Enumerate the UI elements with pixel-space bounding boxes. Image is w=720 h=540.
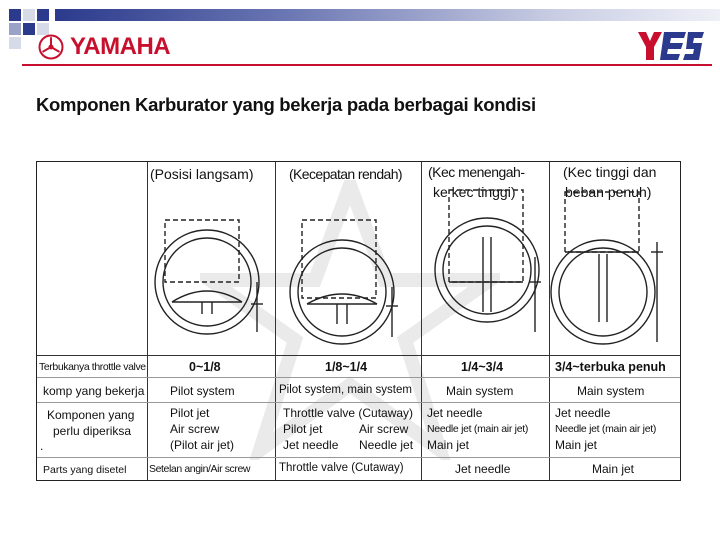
throttle-value: 1/4~3/4 [461, 360, 504, 374]
komp-value: Pilot system [170, 384, 235, 398]
row-label-dot: . [40, 439, 44, 453]
periksa-col4: Jet needle [555, 406, 611, 420]
periksa-col1: (Pilot air jet) [170, 438, 235, 452]
tuning-fork-icon [38, 34, 64, 60]
brand-name: YAMAHA [70, 33, 171, 60]
periksa-col2: Air screw [359, 422, 409, 436]
periksa-col2: Jet needle [283, 438, 339, 452]
yes-logo-mark [636, 30, 706, 62]
yamaha-logo [38, 33, 170, 61]
column-heading: (Kec tinggi dan [563, 164, 657, 180]
column-heading: (Kec menengah- [428, 164, 525, 180]
row-label-komp: komp yang bekerja [43, 384, 145, 398]
disetel-value: Main jet [592, 462, 635, 476]
periksa-col3: Main jet [427, 438, 470, 452]
table-row-divider [37, 377, 680, 378]
column-heading: beban penuh) [565, 184, 652, 200]
carburetor-table [36, 161, 681, 481]
periksa-col3: Needle jet (main air jet) [427, 423, 529, 435]
yes-logo [636, 30, 706, 67]
periksa-col3: Jet needle [427, 406, 483, 420]
header-divider [22, 64, 712, 66]
deco-square [9, 23, 21, 35]
carburetor-diagrams [37, 162, 680, 355]
deco-square [9, 9, 21, 21]
deco-square [9, 37, 21, 49]
periksa-col2: Pilot jet [283, 422, 323, 436]
page-title: Komponen Karburator yang bekerja pada berbagai kondisi [36, 94, 536, 115]
throttle-value: 3/4~terbuka penuh [555, 360, 666, 374]
column-heading: ke kec tinggi) [433, 184, 516, 200]
periksa-col1: Pilot jet [170, 406, 210, 420]
periksa-col4: Main jet [555, 438, 598, 452]
throttle-value: 1/8~1/4 [325, 360, 368, 374]
row-label-periksa: Komponen yang [47, 408, 135, 422]
diagram-low-speed [290, 220, 398, 344]
diagram-idle [155, 220, 263, 334]
row-label-throttle: Terbukanya throttle valve [39, 361, 146, 373]
row-label-disetel: Parts yang disetel [43, 464, 127, 476]
periksa-col1: Air screw [170, 422, 220, 436]
table-row-divider [37, 402, 680, 403]
komp-value: Main system [446, 384, 514, 398]
deco-square [37, 9, 49, 21]
periksa-col4: Needle jet (main air jet) [555, 423, 657, 435]
periksa-col2: Throttle valve (Cutaway) [283, 406, 414, 420]
deco-square [23, 9, 35, 21]
column-heading: (Kecepatan rendah) [289, 166, 402, 182]
throttle-value: 0~1/8 [189, 360, 221, 374]
periksa-col2: Needle jet [359, 438, 414, 452]
table-row-divider [37, 457, 680, 458]
header-band [55, 9, 720, 21]
row-label-periksa: perlu diperiksa [53, 424, 132, 438]
column-heading: (Posisi langsam) [150, 166, 254, 182]
komp-value: Main system [577, 384, 645, 398]
deco-square [23, 23, 35, 35]
diagram-full-load [551, 192, 663, 344]
komp-value: Pilot system, main system [279, 384, 412, 396]
disetel-value: Jet needle [455, 462, 511, 476]
disetel-value: Throttle valve (Cutaway) [279, 462, 404, 474]
table-row-divider [37, 355, 680, 356]
disetel-value: Setelan angin/Air screw [149, 463, 251, 475]
diagram-mid-speed [435, 190, 541, 332]
